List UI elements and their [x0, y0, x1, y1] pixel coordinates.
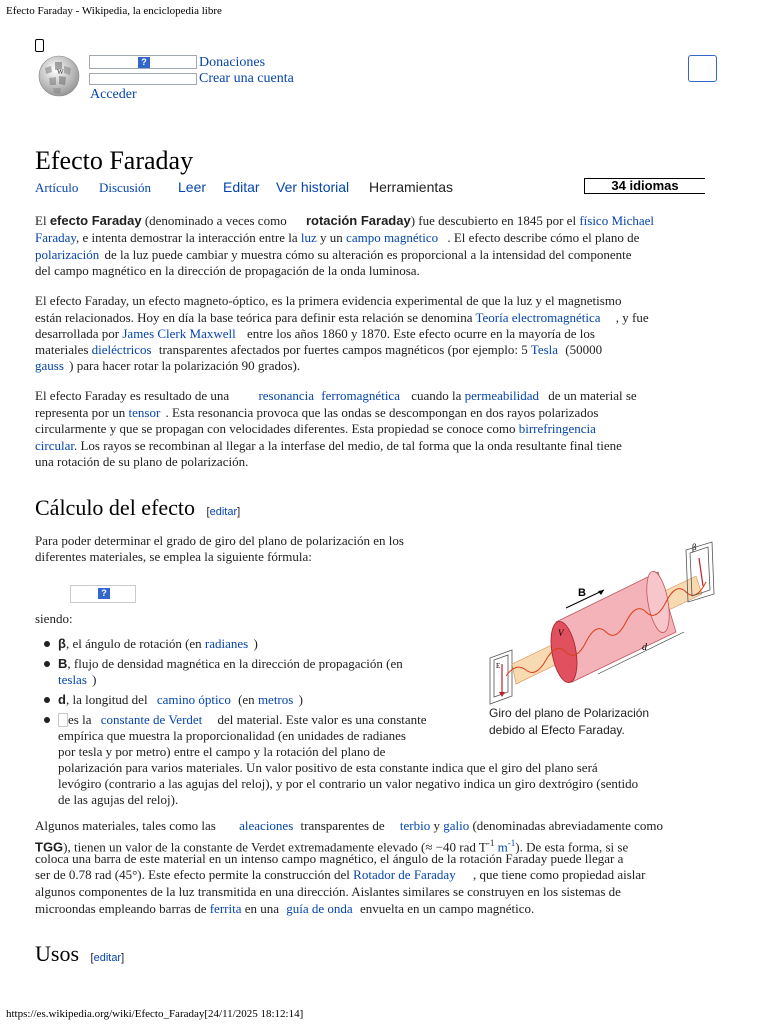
- bullet-verdet-line-6: de las agujas del reloj).: [58, 792, 179, 807]
- text: , que tiene como propiedad aislar: [472, 867, 646, 882]
- text: ) para hacer rotar la polarización 90 grados).: [69, 358, 301, 373]
- paragraph-2-line-3: [35, 326, 595, 342]
- paragraph-3-line-5: una rotación de su plano de polarización.: [35, 454, 249, 469]
- paragraph-2-line-2: [35, 310, 649, 326]
- text: representa por un: [35, 405, 126, 420]
- superscript: -1: [486, 838, 495, 848]
- link-teslas[interactable]: teslas: [58, 672, 87, 687]
- link-guia-de-onda[interactable]: guía de onda: [286, 901, 353, 916]
- label-d: d: [642, 642, 647, 653]
- tab-history[interactable]: Ver historial: [276, 179, 350, 195]
- text: desarrollada por: [35, 326, 120, 341]
- paragraph-2-line-4: [35, 342, 602, 358]
- edit-section-link-wrapper: [207, 506, 241, 518]
- bullet-dot: [44, 717, 50, 723]
- link-tesla[interactable]: Tesla: [530, 342, 559, 357]
- paragraph-1-line-2: [35, 230, 639, 246]
- link-michael-faraday[interactable]: Faraday: [35, 230, 77, 245]
- link-birrefringencia-circular[interactable]: birrefringencia: [518, 421, 596, 436]
- superscript: -1: [507, 838, 516, 848]
- text: ) fue descubierto en 1845 por el: [410, 213, 577, 228]
- bullet-b-line-2: [58, 672, 96, 688]
- figure-caption-line-2: debido al Efecto Faraday.: [489, 723, 625, 737]
- bold-term: rotación Faraday: [305, 213, 411, 228]
- text: transparentes de: [300, 818, 385, 833]
- paragraph-4-line-3: coloca una barra de este material en un intenso campo magnético, el ángulo de la rotación Faraday puede llegar a: [35, 851, 624, 866]
- text: ): [253, 636, 258, 651]
- text: , e intenta demostrar la interacción entre la: [76, 230, 298, 245]
- text: ), tienen un valor de la constante de Verdet extremadamente elevado (≈ −40 rad T: [63, 839, 487, 855]
- link-luz[interactable]: luz: [300, 230, 317, 245]
- missing-image-icon: ?: [98, 588, 110, 599]
- tab-article[interactable]: Artículo: [35, 180, 79, 195]
- donate-link[interactable]: Donaciones: [199, 55, 266, 70]
- text: , y fue: [615, 310, 649, 325]
- edit-section-link[interactable]: editar: [93, 952, 122, 964]
- paragraph-3-line-4: [35, 438, 622, 454]
- paragraph-3-line-2: [35, 405, 598, 421]
- link-metros[interactable]: metros: [257, 692, 294, 707]
- text: entre los años 1860 y 1870. Este efecto ocurre en la mayoría de los: [246, 326, 595, 341]
- text: en una: [244, 901, 280, 916]
- search-input-secondary[interactable]: [89, 73, 197, 85]
- link-resonancia[interactable]: resonancia: [258, 388, 315, 403]
- link-camino-optico[interactable]: camino óptico: [156, 692, 231, 707]
- text: de un material se: [548, 388, 637, 403]
- paragraph-3-line-3: [35, 421, 596, 437]
- text: y: [433, 818, 440, 833]
- text: ): [92, 672, 97, 687]
- user-menu-button[interactable]: [688, 55, 717, 82]
- label-beta: β: [692, 542, 697, 552]
- text: transparentes afectados por fuertes campos magnéticos (por ejemplo: 5: [158, 342, 528, 357]
- paragraph-4-line-5: algunos componentes de la luz transmitida en una dirección. Aislantes similares se construyen en los sistemas de: [35, 884, 621, 899]
- paragraph-2-line-5: [35, 358, 300, 374]
- link-permeabilidad[interactable]: permeabilidad: [464, 388, 540, 403]
- edit-section-link-wrapper: [91, 952, 125, 964]
- link-constante-verdet[interactable]: constante de Verdet: [100, 712, 203, 727]
- text: (denominado a veces como: [141, 213, 287, 228]
- link-polarizacion[interactable]: polarización: [35, 247, 100, 262]
- label-E: E: [496, 662, 501, 670]
- paragraph-4-line-1: [35, 818, 663, 834]
- bullet-verdet-line-4: polarización para varios materiales. Un valor positivo de esta constante indica que el giro del plano será: [58, 760, 598, 775]
- link-james-clerk-maxwell[interactable]: James Clerk Maxwell: [122, 326, 236, 341]
- bullet-d: [58, 692, 303, 708]
- bullet-dot: [44, 697, 50, 703]
- paragraph-2-line-1: El efecto Faraday, un efecto magneto-óptico, es la primera evidencia experimental de que la luz y el magnetismo: [35, 293, 622, 308]
- paragraph-4-line-6: [35, 901, 534, 917]
- bullet-verdet-line-2: empírica que muestra la proporcionalidad (en unidades de radianes: [58, 728, 406, 743]
- heading-text: Usos: [35, 941, 80, 966]
- link-ferrita[interactable]: ferrita: [209, 901, 242, 916]
- text: Algunos materiales, tales como las: [35, 818, 216, 833]
- calculo-intro-line-2: diferentes materiales, se emplea la siguiente fórmula:: [35, 549, 312, 564]
- text: de la luz puede cambiar y muestra cómo su alteración es proporcional a la intensidad del componente: [104, 247, 632, 262]
- tab-edit[interactable]: Editar: [223, 179, 260, 195]
- paragraph-1-line-4: del campo magnético en la dirección de propagación de la onda luminosa.: [35, 263, 420, 278]
- bullet-dot: [44, 661, 50, 667]
- login-link[interactable]: Acceder: [90, 87, 137, 102]
- link-dielectricos[interactable]: dieléctricos: [91, 342, 152, 357]
- text: . Los rayos se recombinan al llegar a la interfase del medio, de tal forma que la onda resultante final tiene: [73, 438, 622, 453]
- text: , la longitud del: [65, 692, 148, 707]
- bracket: [: [206, 506, 210, 518]
- bold-term-tgg: TGG: [35, 839, 64, 855]
- text: (50000: [565, 342, 603, 357]
- bullet-beta: [58, 636, 258, 652]
- link-teoria-electromagnetica[interactable]: Teoría electromagnética: [475, 310, 601, 325]
- label-B: B: [578, 587, 586, 599]
- text: El efecto Faraday es resultado de una: [35, 388, 230, 403]
- label-V: V: [558, 628, 564, 638]
- text: materiales: [35, 342, 89, 357]
- tab-tools[interactable]: Herramientas: [369, 179, 454, 195]
- print-page-title: Efecto Faraday - Wikipedia, la enciclopedia libre: [6, 5, 222, 17]
- link-birrefringencia-circular[interactable]: circular: [35, 438, 74, 453]
- tab-talk[interactable]: Discusión: [99, 180, 151, 195]
- text: El: [35, 213, 50, 228]
- formula-image: [70, 585, 136, 603]
- input-polarizer-frame: [490, 650, 512, 704]
- bullet-verdet-line-5: levógiro (contrario a las agujas del reloj), y por el contrario un valor negativo indica un giro dextrógiro (sentido: [58, 776, 639, 791]
- bullet-verdet: [58, 712, 427, 728]
- bold-term: efecto Faraday: [49, 213, 142, 228]
- text: , flujo de densidad magnética en la dirección de propagación (en: [67, 656, 403, 671]
- text: ): [298, 692, 303, 707]
- svg-text:W: W: [57, 68, 64, 76]
- text: ser de 0.78 rad (45°). Este efecto permite la construcción del: [35, 867, 350, 882]
- link-galio[interactable]: galio: [443, 818, 470, 833]
- link-terbio[interactable]: terbio: [399, 818, 431, 833]
- bullet-dot: [44, 641, 50, 647]
- tab-read[interactable]: Leer: [178, 179, 207, 195]
- text: . Esta resonancia provoca que las ondas se descompongan en dos rayos polarizados: [165, 405, 599, 420]
- edit-section-link[interactable]: editar: [209, 506, 238, 518]
- paragraph-1-line-3: [35, 247, 632, 263]
- link-rotador-faraday[interactable]: Rotador de Faraday: [353, 867, 456, 882]
- link-gauss[interactable]: gauss: [35, 358, 64, 373]
- bracket: ]: [121, 952, 125, 964]
- arrow-rotated: [699, 558, 703, 586]
- page-title: Efecto Faraday: [35, 146, 194, 175]
- print-url-footer: https://es.wikipedia.org/wiki/Efecto_Faraday[24/11/2025 18:12:14]: [6, 1008, 304, 1020]
- verdet-symbol-image: [58, 713, 68, 727]
- bracket: ]: [237, 506, 241, 518]
- text: están relacionados. Hoy en día la base teórica para definir esta relación se denomina: [35, 310, 473, 325]
- create-account-link[interactable]: Crear una cuenta: [199, 71, 294, 86]
- paragraph-3-line-1: [35, 388, 637, 404]
- bullet-verdet-line-3: por tesla y por metro) entre el campo y la rotación del plano de: [58, 744, 386, 759]
- text: cuando la: [411, 388, 462, 403]
- faraday-effect-diagram[interactable]: [486, 536, 720, 706]
- bracket: [: [90, 952, 94, 964]
- calculo-intro-line-1: Para poder determinar el grado de giro del plano de polarización en los: [35, 533, 404, 548]
- bullet-b: [58, 656, 403, 672]
- link-tensor[interactable]: tensor: [128, 405, 161, 420]
- text: . El efecto describe cómo el plano de: [447, 230, 640, 245]
- wikipedia-logo[interactable]: [35, 54, 83, 98]
- text: , el ángulo de rotación (en: [65, 636, 202, 651]
- symbol-b: B: [58, 656, 68, 671]
- link-campo-magnetico[interactable]: campo magnético: [346, 230, 439, 245]
- section-heading-usos: [35, 940, 124, 972]
- text: (en: [238, 692, 255, 707]
- text: es la: [68, 712, 92, 727]
- text: microondas empleando barras de: [35, 901, 207, 916]
- symbol-d: d: [58, 692, 66, 707]
- link-fisico[interactable]: físico: [579, 213, 609, 228]
- siendo-label: siendo:: [35, 611, 73, 626]
- text: y un: [320, 230, 343, 245]
- text: envuelta en un campo magnético.: [359, 901, 535, 916]
- section-heading-calculo: [35, 494, 240, 526]
- search-input[interactable]: [89, 55, 197, 69]
- main-menu-icon[interactable]: [35, 39, 44, 52]
- link-metro[interactable]: m: [497, 839, 508, 855]
- paragraph-4-line-4: [35, 867, 646, 883]
- help-icon: ?: [138, 57, 150, 68]
- figure-caption-line-1: Giro del plano de Polarización: [489, 706, 650, 720]
- link-michael-faraday[interactable]: Michael: [611, 213, 655, 228]
- symbol-beta: β: [58, 636, 66, 651]
- text: circularmente y que se propagan con velocidades diferentes. Esta propiedad se conoce como: [35, 421, 516, 436]
- link-ferromagnetica[interactable]: ferromagnética: [321, 388, 400, 403]
- paragraph-1-line-1: [35, 213, 654, 229]
- text: del material. Este valor es una constante: [217, 712, 427, 727]
- text: (denominadas abreviadamente como: [472, 818, 664, 833]
- text: ). De esta forma, si se: [515, 839, 629, 855]
- link-radianes[interactable]: radianes: [204, 636, 249, 651]
- link-aleaciones[interactable]: aleaciones: [239, 818, 294, 833]
- language-selector-button[interactable]: 34 idiomas: [584, 178, 705, 194]
- heading-text: Cálculo del efecto: [35, 495, 196, 520]
